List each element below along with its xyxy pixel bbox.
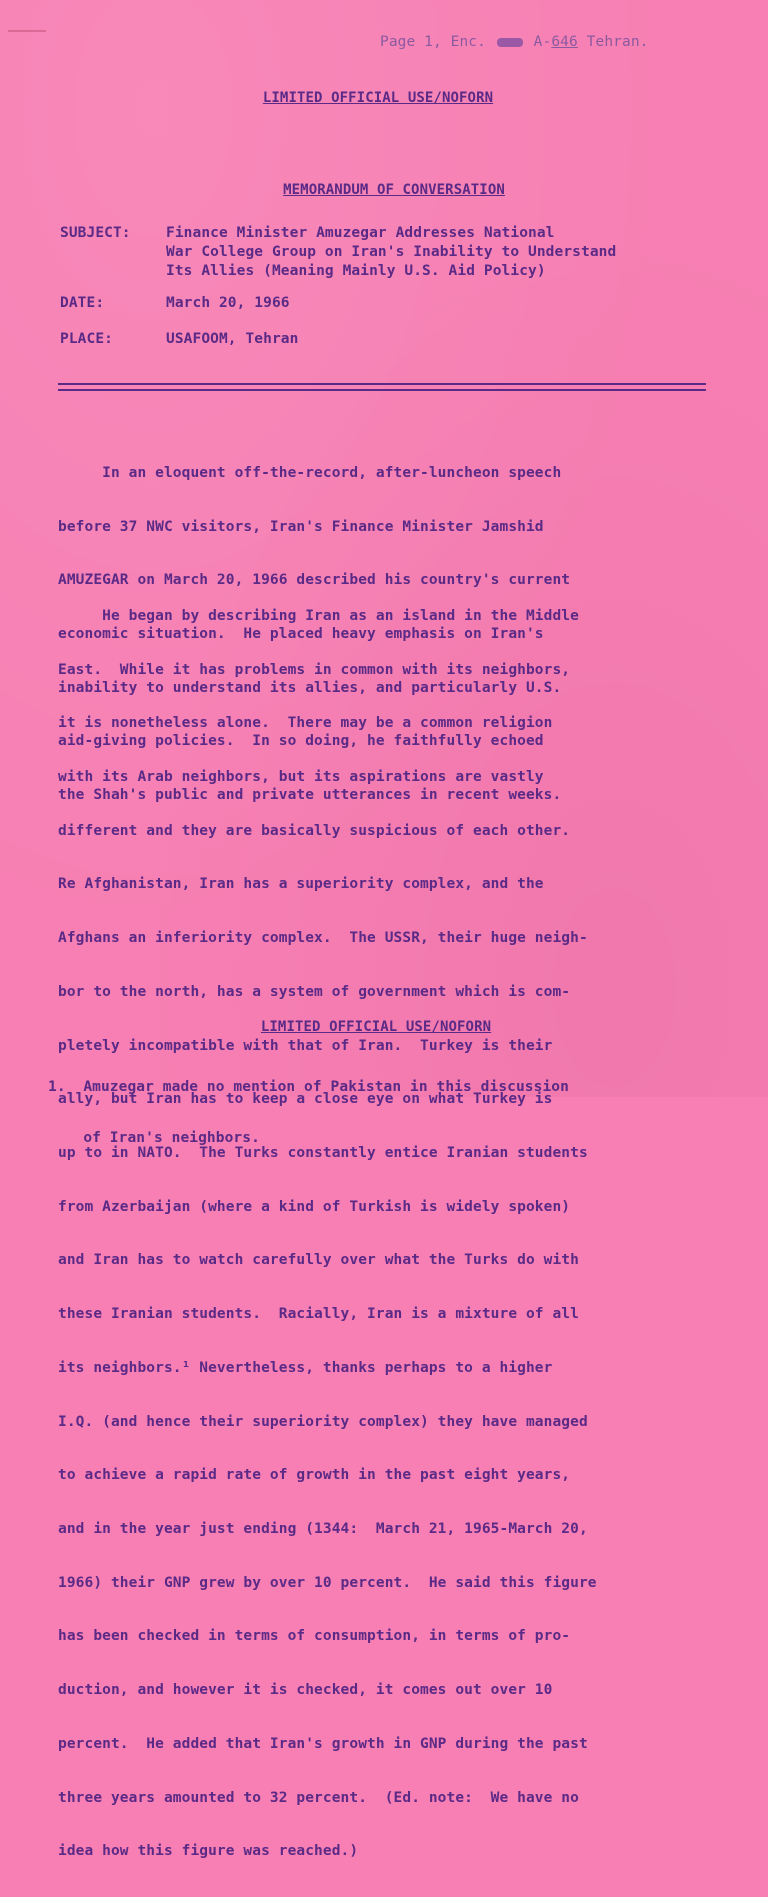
text-line: economic situation. He placed heavy emphasis on Iran's [58,625,544,642]
footnote-line: of Iran's neighbors. [48,1130,260,1146]
ref-prefix: Page 1, Enc. [380,34,486,50]
subject-line: Its Allies (Meaning Mainly U.S. Aid Policy) [166,263,546,279]
text-line: idea how this figure was reached.) [58,1843,359,1860]
text-line: and in the year just ending (1344: March 21, 1965-March 20, [58,1521,588,1538]
memo-title: MEMORANDUM OF CONVERSATION [283,182,505,198]
text-line: from Azerbaijan (where a kind of Turkish is widely spoken) [58,1198,571,1215]
text-line: three years amounted to 32 percent. (Ed. note: We have no [58,1789,579,1806]
place-value: USAFOOM, Tehran [166,331,299,347]
divider-line [58,383,706,385]
text-line: it is nonetheless alone. There may be a common religion [58,715,553,732]
footnote-line: 1. Amuzegar made no mention of Pakistan in this discussion [48,1079,569,1095]
date-label: DATE: [60,295,105,311]
ref-suffix: Tehran. [586,34,649,50]
ref-mid: A- [533,34,552,50]
text-line: pletely incompatible with that of Iran. Turkey is their [58,1037,553,1054]
text-line: AMUZEGAR on March 20, 1966 described his country's current [58,572,571,589]
text-line: and Iran has to watch carefully over what the Turks do with [58,1252,579,1269]
text-line: before 37 NWC visitors, Iran's Finance Minister Jamshid [58,518,544,535]
text-line: these Iranian students. Racially, Iran is a mixture of all [58,1306,579,1323]
ref-number: 646 [551,34,578,50]
paragraph-body [58,572,597,1897]
text-line: duction, and however it is checked, it comes out over 10 [58,1682,553,1699]
classification-bottom: LIMITED OFFICIAL USE/NOFORN [260,1019,492,1035]
text-line: to achieve a rapid rate of growth in the past eight years, [58,1467,571,1484]
place-label: PLACE: [60,331,113,347]
subject-value [166,224,616,281]
text-line: Re Afghanistan, Iran has a superiority complex, and the [58,876,544,893]
text-line: percent. He added that Iran's growth in GNP during the past [58,1735,588,1752]
text-line: 1966) their GNP grew by over 10 percent. He said this figure [58,1574,597,1591]
subject-label: SUBJECT: [60,225,131,241]
text-line: with its Arab neighbors, but its aspirations are vastly [58,768,544,785]
date-field [60,294,290,313]
text-line: ally, but Iran has to keep a close eye on what Turkey is [58,1091,553,1108]
page-reference [380,34,648,50]
text-line: has been checked in terms of consumption, in terms of pro- [58,1628,571,1645]
text-line: East. While it has problems in common with its neighbors, [58,661,571,678]
text-line: the Shah's public and private utterances in recent weeks. [58,787,562,804]
classification-top: LIMITED OFFICIAL USE/NOFORN [262,90,494,106]
subject-field [60,224,616,281]
text-line: aid-giving policies. In so doing, he faithfully echoed [58,733,544,750]
ink-smudge [497,38,523,47]
text-line: bor to the north, has a system of government which is com- [58,983,571,1000]
date-value: March 20, 1966 [166,295,290,311]
place-field [60,330,298,349]
text-line: I.Q. (and hence their superiority complex) they have managed [58,1413,588,1430]
divider-line [58,389,706,391]
text-line: up to in NATO. The Turks constantly entice Iranian students [58,1145,588,1161]
text-line: Afghans an inferiority complex. The USSR, their huge neigh- [58,930,588,947]
footnote [48,1045,569,1181]
paper-mark [8,30,46,32]
text-line: its neighbors.¹ Nevertheless, thanks perhaps to a higher [58,1359,553,1376]
text-line: inability to understand its allies, and particularly U.S. [58,679,562,696]
text-line: He began by describing Iran as an island in the Middle [58,607,579,624]
subject-line: War College Group on Iran's Inability to Understand [166,244,617,260]
subject-line: Finance Minister Amuzegar Addresses National [166,225,555,241]
text-line: different and they are basically suspicious of each other. [58,822,571,839]
text-line: In an eloquent off-the-record, after-luncheon speech [58,464,562,481]
